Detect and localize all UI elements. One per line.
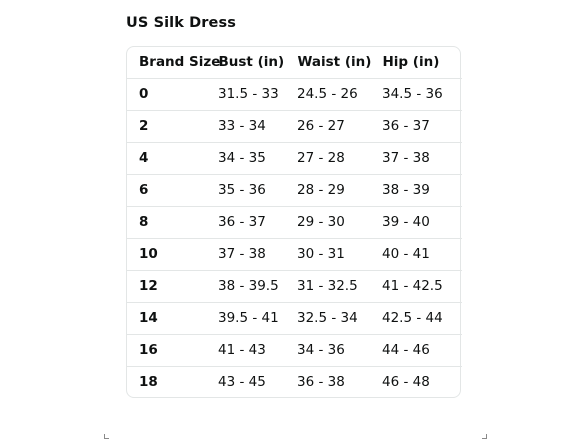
cell-hip: 34.5 - 36 <box>382 78 462 110</box>
header-hip: Hip (in) <box>382 47 462 78</box>
cell-brand-size: 10 <box>127 238 218 270</box>
cell-hip: 40 - 41 <box>382 238 462 270</box>
cell-waist: 28 - 29 <box>297 174 382 206</box>
cell-waist: 27 - 28 <box>297 142 382 174</box>
cell-brand-size: 6 <box>127 174 218 206</box>
cell-bust: 31.5 - 33 <box>218 78 297 110</box>
cell-waist: 32.5 - 34 <box>297 302 382 334</box>
cell-hip: 37 - 38 <box>382 142 462 174</box>
cell-waist: 24.5 - 26 <box>297 78 382 110</box>
header-bust: Bust (in) <box>218 47 297 78</box>
cell-hip: 41 - 42.5 <box>382 270 462 302</box>
crop-corner-marker-right <box>482 434 487 439</box>
cell-bust: 33 - 34 <box>218 110 297 142</box>
size-chart-table <box>127 47 462 398</box>
cell-hip: 36 - 37 <box>382 110 462 142</box>
cell-waist: 30 - 31 <box>297 238 382 270</box>
table-row <box>127 78 462 110</box>
cell-brand-size: 12 <box>127 270 218 302</box>
header-brand-size: Brand Size <box>127 47 218 78</box>
cell-brand-size: 8 <box>127 206 218 238</box>
cell-hip: 46 - 48 <box>382 374 430 391</box>
cell-hip: 42.5 - 44 <box>382 302 462 334</box>
cell-waist: 34 - 36 <box>297 334 382 366</box>
crop-corner-marker-left <box>104 434 109 439</box>
size-chart-card <box>126 46 461 398</box>
cell-waist: 29 - 30 <box>297 206 382 238</box>
cell-bust: 36 - 37 <box>218 206 297 238</box>
cell-brand-size: 2 <box>127 110 218 142</box>
table-row <box>127 174 462 206</box>
table-row <box>127 206 462 238</box>
cell-bust: 37 - 38 <box>218 238 297 270</box>
cell-waist: 31 - 32.5 <box>297 270 382 302</box>
header-waist: Waist (in) <box>297 47 382 78</box>
table-row <box>127 302 462 334</box>
cell-hip: 38 - 39 <box>382 174 462 206</box>
table-row <box>127 366 462 398</box>
table-row <box>127 142 462 174</box>
cell-brand-size: 14 <box>127 302 218 334</box>
cell-bust: 35 - 36 <box>218 174 297 206</box>
table-row <box>127 334 462 366</box>
table-row <box>127 238 462 270</box>
cell-brand-size: 16 <box>127 334 218 366</box>
size-chart-title: US Silk Dress <box>126 15 236 31</box>
cell-bust: 38 - 39.5 <box>218 270 297 302</box>
table-row <box>127 110 462 142</box>
cell-waist: 36 - 38 <box>297 374 345 391</box>
table-header-row <box>127 47 462 78</box>
cell-bust: 43 - 45 <box>218 374 266 391</box>
cell-hip: 44 - 46 <box>382 334 462 366</box>
cell-bust: 41 - 43 <box>218 334 297 366</box>
cell-bust: 39.5 - 41 <box>218 302 297 334</box>
cell-brand-size: 0 <box>127 78 218 110</box>
cell-brand-size: 4 <box>127 142 218 174</box>
cell-bust: 34 - 35 <box>218 142 297 174</box>
cell-brand-size: 18 <box>139 374 158 391</box>
cell-hip: 39 - 40 <box>382 206 462 238</box>
cell-waist: 26 - 27 <box>297 110 382 142</box>
table-row <box>127 270 462 302</box>
